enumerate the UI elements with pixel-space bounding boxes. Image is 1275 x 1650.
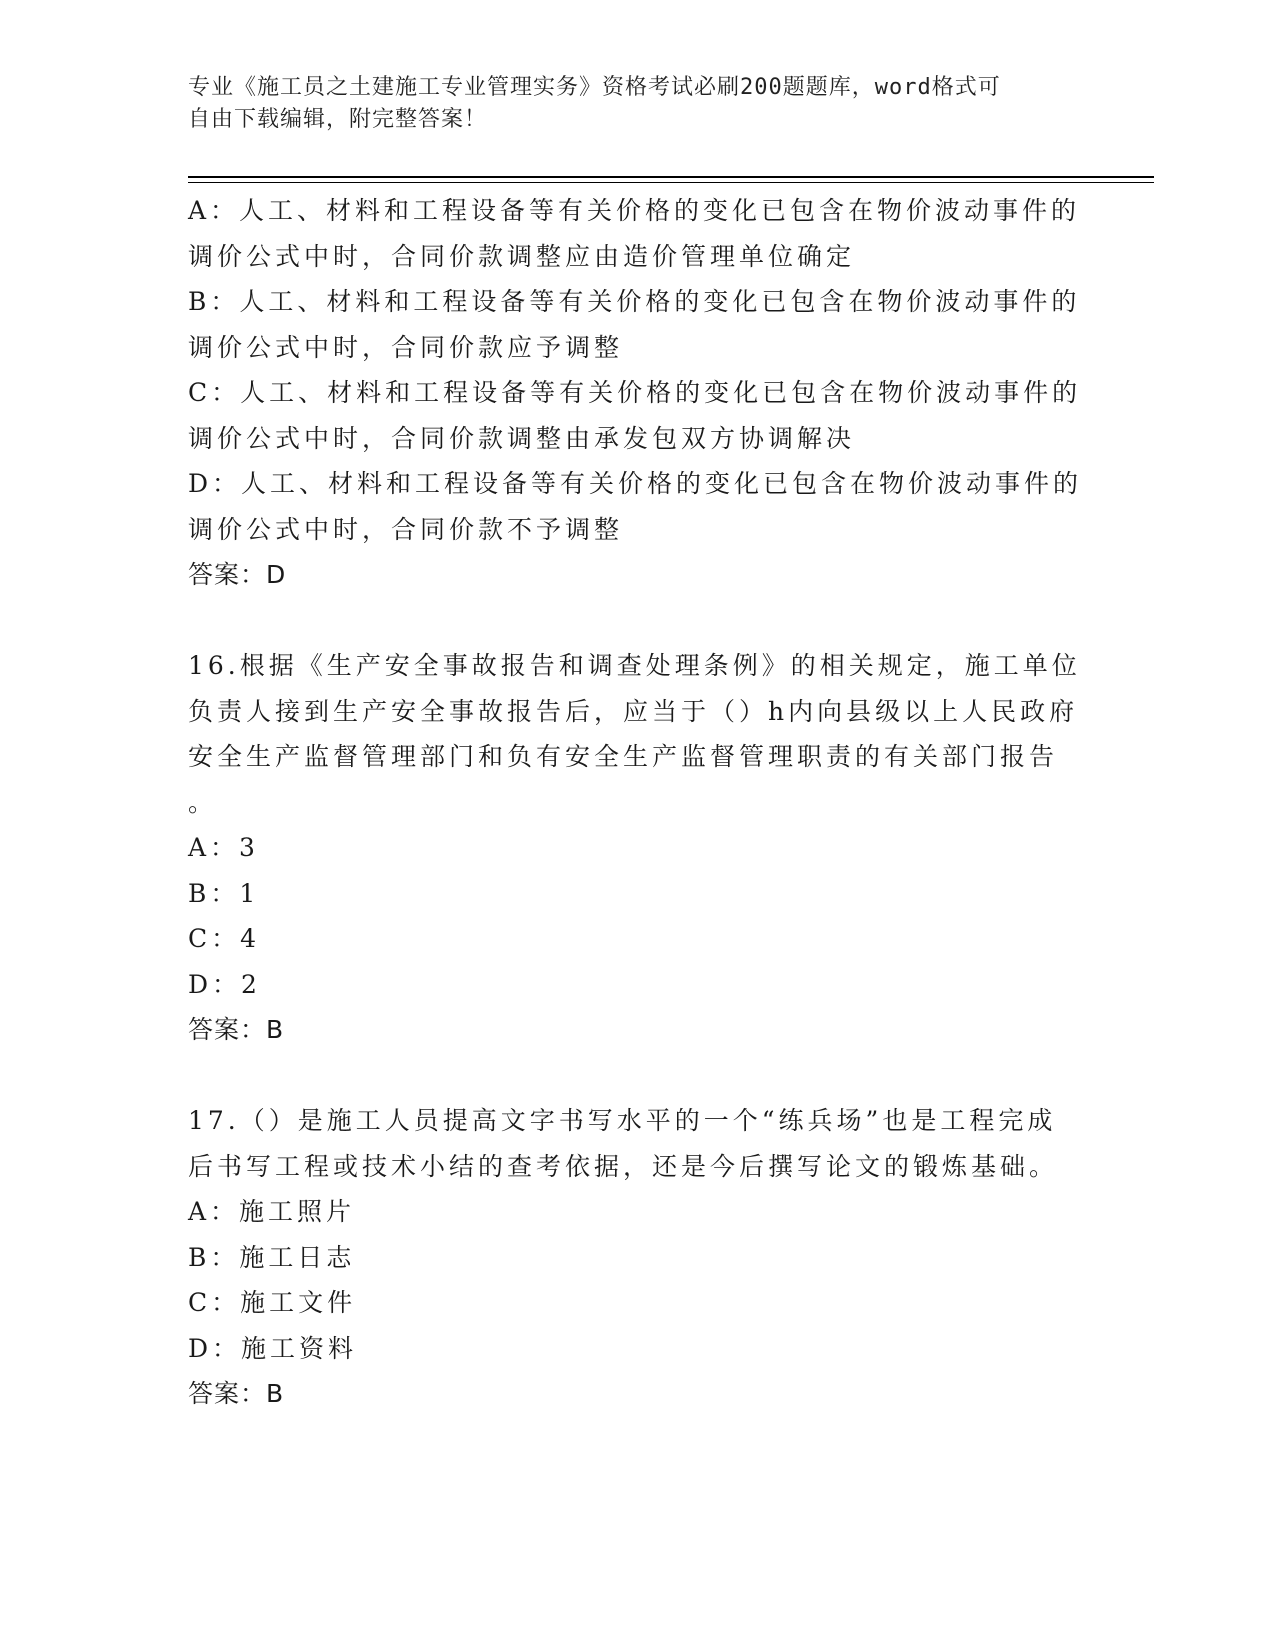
header-line-2: 自由下载编辑，附完整答案！ <box>188 107 488 132</box>
answer-16: 答案：B <box>188 1015 285 1044</box>
header-rule-thin <box>188 182 1154 183</box>
header-line-1: 专业《施工员之土建施工专业管理实务》资格考试必刷200题题库，word格式可 <box>188 75 1001 100</box>
question-17-stem-line-2: 后书写工程或技术小结的查考依据，还是今后撰写论文的锻炼基础。 <box>188 1151 1059 1181</box>
option-b-line-1: B：人工、材料和工程设备等有关价格的变化已包含在物价波动事件的 <box>188 287 1081 316</box>
question-17-option-d: D：施工资料 <box>188 1333 358 1363</box>
answer-15: 答案：D <box>188 560 287 589</box>
question-16-option-b: B：1 <box>188 878 260 908</box>
question-17-option-b: B：施工日志 <box>188 1242 356 1272</box>
question-17-option-a: A：施工照片 <box>188 1197 356 1226</box>
question-16-stem-line-4: 。 <box>188 787 218 817</box>
option-a-line-1: A：人工、材料和工程设备等有关价格的变化已包含在物价波动事件的 <box>188 196 1081 225</box>
question-16-option-c: C：4 <box>188 924 261 953</box>
option-d-line-1: D：人工、材料和工程设备等有关价格的变化已包含在物价波动事件的 <box>188 469 1083 498</box>
spacer <box>188 1053 1078 1099</box>
option-b-line-2: 调价公式中时，合同价款应予调整 <box>188 332 624 362</box>
option-d-line-2: 调价公式中时，合同价款不予调整 <box>188 514 624 544</box>
question-15 <box>188 188 1083 598</box>
question-17-option-c: C：施工文件 <box>188 1288 357 1317</box>
question-16-option-a: A：3 <box>188 833 259 862</box>
document-header <box>188 72 1068 136</box>
question-17-stem-line-1: 17.（）是施工人员提高文字书写水平的一个“练兵场”也是工程完成 <box>188 1106 1057 1135</box>
spacer <box>188 598 1078 644</box>
question-16 <box>188 643 1081 1053</box>
question-17 <box>188 1098 1078 1417</box>
answer-17: 答案：B <box>188 1379 285 1408</box>
option-a-line-2: 调价公式中时，合同价款调整应由造价管理单位确定 <box>188 241 856 271</box>
option-c-line-2: 调价公式中时，合同价款调整由承发包双方协调解决 <box>188 423 856 453</box>
document-body <box>188 188 1083 1417</box>
option-c-line-1: C：人工、材料和工程设备等有关价格的变化已包含在物价波动事件的 <box>188 378 1082 407</box>
question-16-stem-line-2: 负责人接到生产安全事故报告后，应当于（）h内向县级以上人民政府 <box>188 696 1079 726</box>
header-rule-thick <box>188 176 1154 178</box>
question-16-stem-line-1: 16.根据《生产安全事故报告和调查处理条例》的相关规定，施工单位 <box>188 651 1081 680</box>
question-16-stem-line-3: 安全生产监督管理部门和负有安全生产监督管理职责的有关部门报告 <box>188 742 1059 771</box>
question-16-option-d: D：2 <box>188 969 261 999</box>
